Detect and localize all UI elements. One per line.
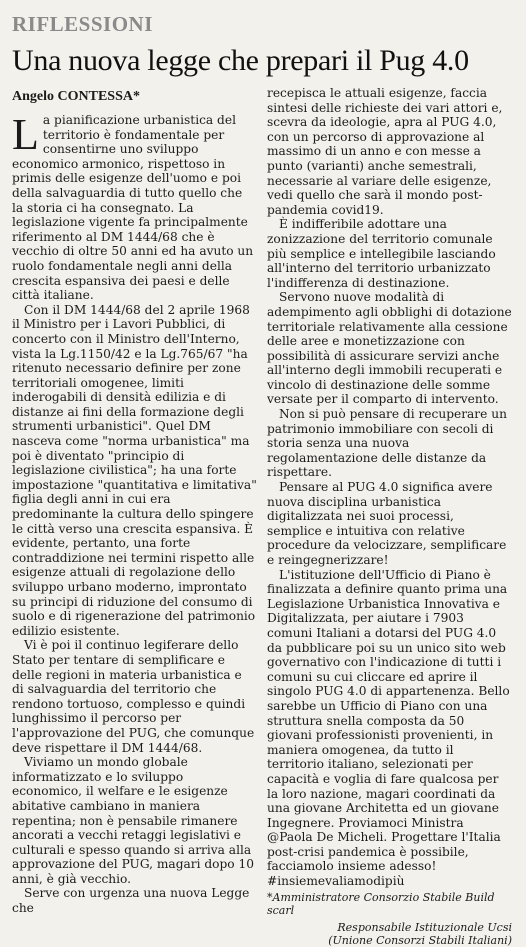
paragraph: Vi è poi il continuo legiferare dello Stato per tentare di semplificare e delle regioni in materia urbanistica e di salvaguardia del territorio che rendono tortuoso, complesso e quindi lunghissimo il percorso per l'approvazione del PUG, che comunque deve rispettare il DM 1444/68. bbox=[12, 638, 255, 755]
signature-name: *Amministratore Consorzio Stabile Build scarl bbox=[267, 890, 495, 917]
author-byline: Angelo CONTESSA* bbox=[12, 89, 140, 104]
section-kicker: RIFLESSIONI bbox=[12, 12, 153, 36]
author-signature bbox=[267, 891, 512, 947]
paragraph: Servono nuove modalità di adempimento agli obblighi di dotazione territoriale relativamente alla cessione delle aree e monetizzazione con possibilità di assicurare servizi anche all'interno degli immobili recuperati e vincolo di destinazione delle somme versate per il comparto di intervento. bbox=[267, 290, 512, 407]
paragraph: Con il DM 1444/68 del 2 aprile 1968 il Ministro per i Lavori Pubblici, di concerto con il Ministro dell'Interno, vista la Lg.1150/42 e la Lg.765/67 "ha ritenuto necessario definire per zone territoriali omogenee, limiti inderogabili di densità edilizia e di distanze ai fini della formazione degli strumenti urbanistici". Quel DM nasceva come "norma urbanistica" ma poi è diventato "principio di legislazione civilistica"; ha una forte impostazione "quantitativa e limitativa" figlia degli anni in cui era predominante la cultura dello spingere le città verso una crescita espansiva. È evidente, pertanto, una forte contraddizione nei termini rispetto alle esigenze attuali di regolazione dello sviluppo urbano moderno, improntato su principi di riduzione del consumo di suolo e di rigenerazione del patrimonio edilizio esistente. bbox=[12, 302, 257, 638]
drop-cap: L bbox=[12, 110, 39, 159]
paragraph: Viviamo un mondo globale informatizzato e lo sviluppo economico, il welfare e le esigenze abitative cambiano in maniera repentina; non è pensabile rimanere ancorati a vecchi retaggi legislativi e culturali e spesso quando si arriva alla approvazione del PUG, magari dopo 10 anni, è già vecchio. bbox=[12, 755, 255, 886]
paragraph: L'istituzione dell'Ufficio di Piano è finalizzata a definire quanto prima una Legislazione Urbanistica Innovativa e Digitalizzata, per aiutare i 7903 comuni Italiani a dotarsi del PUG 4.0 da pubblicare poi su un unico sito web governativo con l'indicazione di tutti i comuni su cui cliccare ed aprire il singolo PUG 4.0 di appartenenza. Bello sarebbe un Ufficio di Piano con una struttura snella composta da 50 giovani professionisti provenienti, in maniera omogenea, da tutto il territorio italiano, selezionati per capacità e voglia di fare qualcosa per la loro nazione, magari coordinati da una giovane Architetta ed un giovane Ingegnere. Proviamoci Ministra @Paola De Micheli. Progettare l'Italia post-crisi pandemica è possibile, facciamolo insieme adesso! #insiemevaliamodipiù bbox=[267, 567, 510, 889]
article-body bbox=[12, 86, 512, 947]
signature-role-1: Responsabile Istituzionale Ucsi bbox=[337, 920, 512, 934]
paragraph: recepisca le attuali esigenze, faccia sintesi delle richieste dei vari attori e, scevra da ideologie, apra al PUG 4.0, con un percorso di approvazione al massimo di un anno e con messe a punto (varianti) anche semestrali, necessarie al variare delle esigenze, vedi quello che sarà il mondo post-pandemia covid19. bbox=[267, 86, 503, 217]
paragraph: Pensare al PUG 4.0 significa avere nuova disciplina urbanistica digitalizzata nei suoi processi, semplice e intuitiva con relative procedure da velocizzare, semplificare e reingegnerizzare! bbox=[267, 480, 507, 567]
signature-role-2: (Unione Consorzi Stabili Italiani) bbox=[328, 933, 512, 947]
column-right bbox=[267, 86, 512, 947]
paragraph: Non si può pensare di recuperare un patrimonio immobiliare con secoli di storia senza una nuova regolamentazione delle distanze da rispettare. bbox=[267, 407, 507, 480]
paragraph: È indifferibile adottare una zonizzazione del territorio comunale più semplice e intellegibile lasciando all'interno del territorio urbanizzato l'indifferenza di destinazione. bbox=[267, 217, 496, 290]
column-left bbox=[12, 86, 257, 947]
article-headline: Una nuova legge che prepari il Pug 4.0 bbox=[12, 44, 469, 77]
paragraph: Serve con urgenza una nuova Legge che bbox=[12, 886, 250, 916]
paragraph: La pianificazione urbanistica del territorio è fondamentale per consentirne uno sviluppo economico armonico, rispettoso in primis delle esigenze dell'uomo e poi della salvaguardia di tutto quello che la storia ci ha consegnato. La legislazione vigente fa principalmente riferimento al DM 1444/68 che è vecchio di oltre 50 anni ed ha avuto un ruolo fondamentale negli anni della crescita espansiva dei paesi e delle città italiane. bbox=[12, 110, 254, 303]
